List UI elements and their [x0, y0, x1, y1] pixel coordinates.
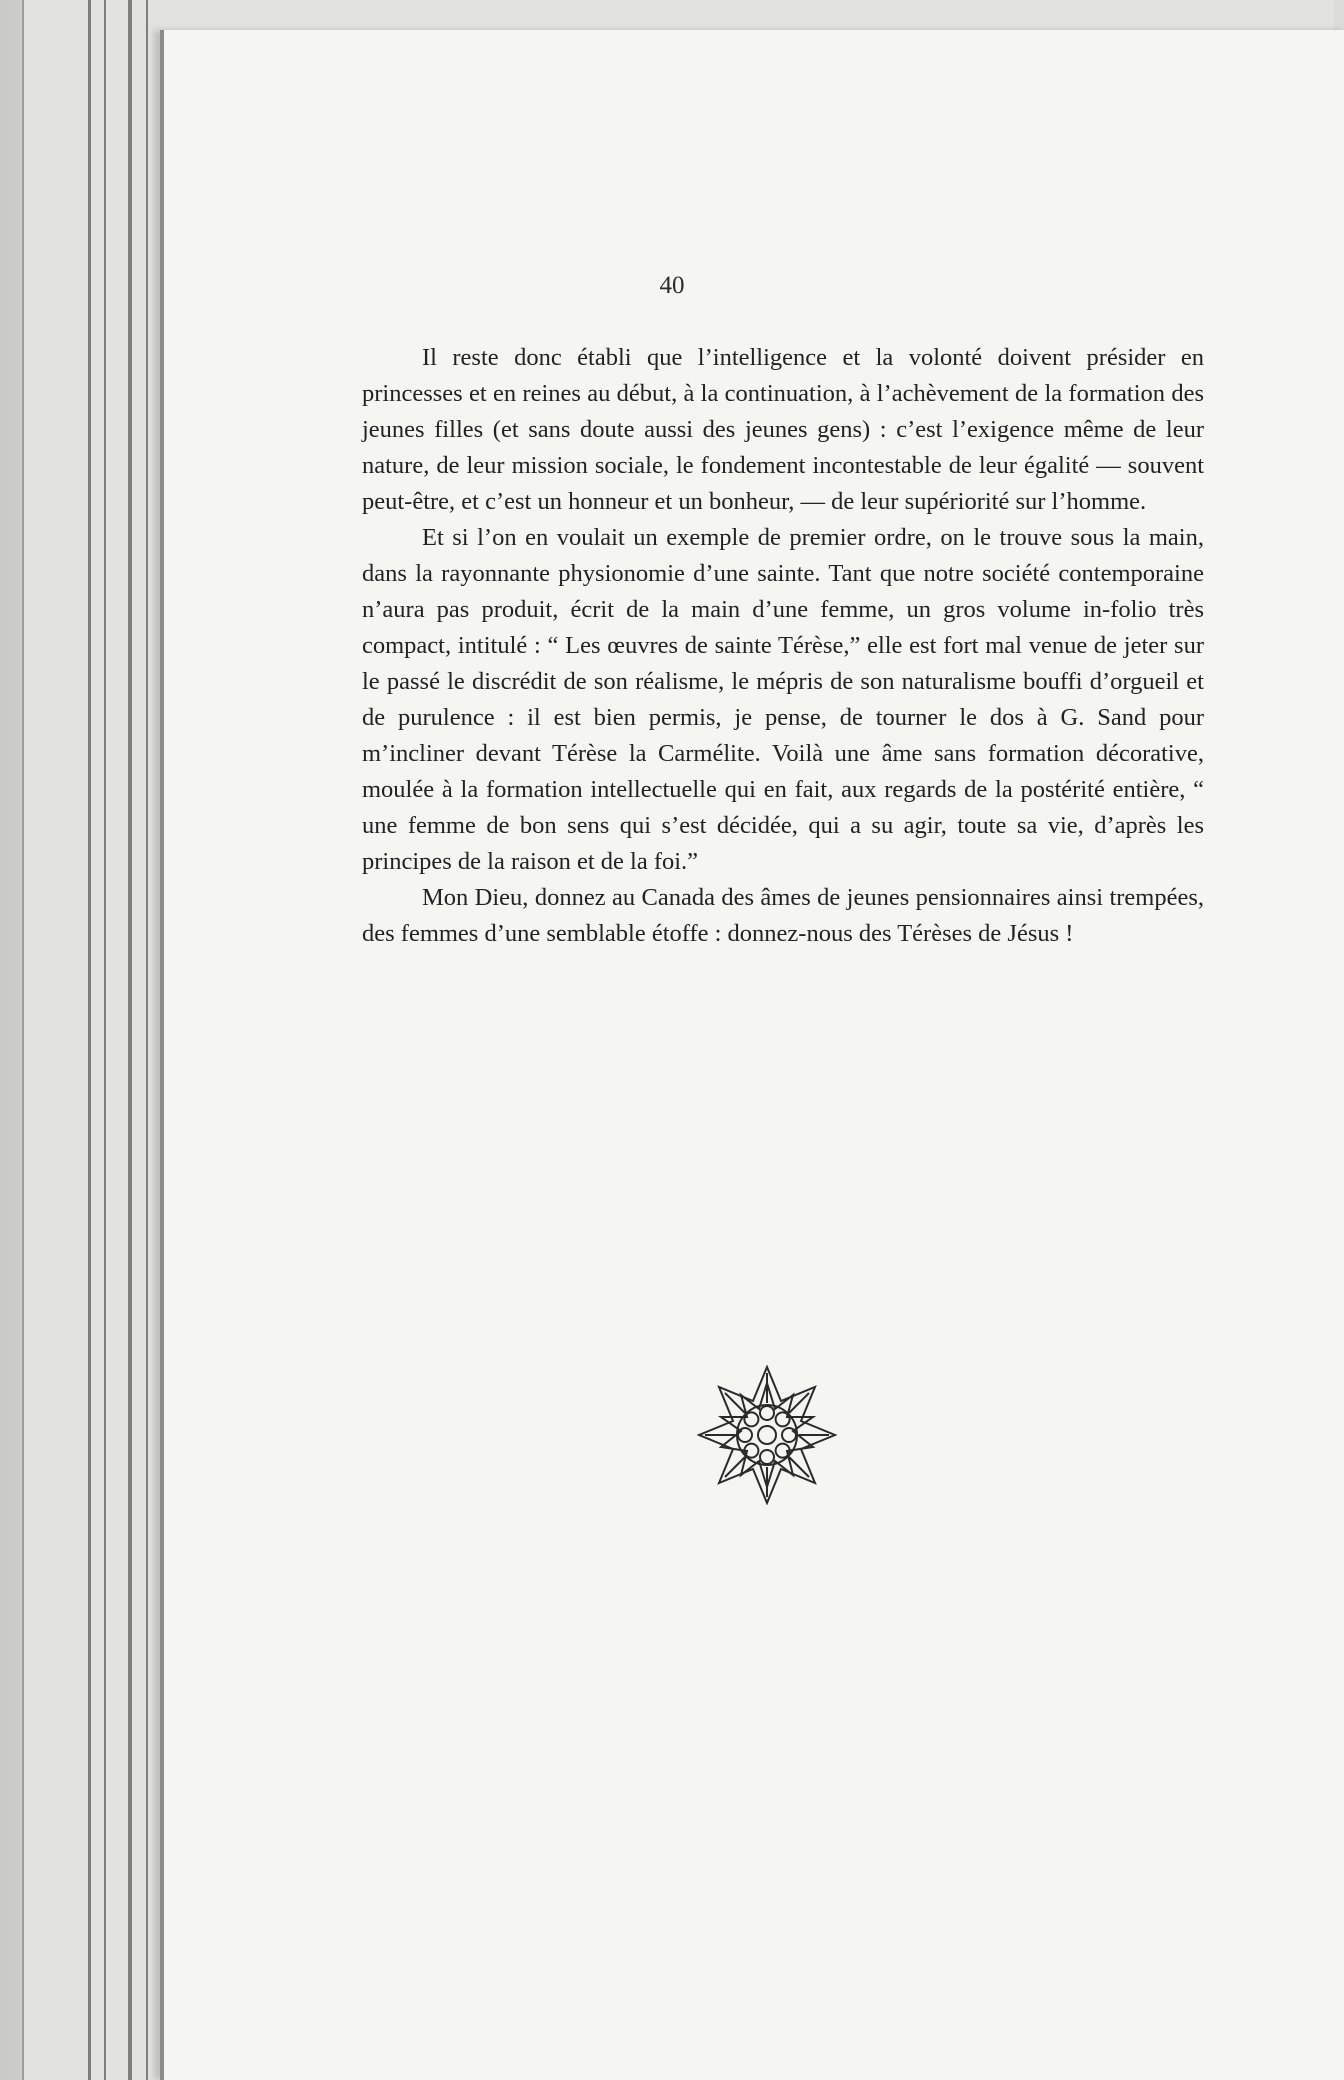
page-edge-line — [104, 0, 106, 2080]
book-page — [160, 30, 1344, 2080]
body-text — [362, 340, 1204, 952]
star-rosette-ornament-icon — [697, 1365, 837, 1505]
paragraph: Mon Dieu, donnez au Canada des âmes de jeunes pensionnaires ainsi trempées, des femmes d’une semblable étoffe : donnez-nous des Térèses de Jésus ! — [362, 884, 1204, 947]
paragraph: Et si l’on en voulait un exemple de premier ordre, on le trouve sous la main, dans la rayonnante physionomie d’une sainte. Tant que notre société contemporaine n’aura pas produit, écrit de la main d’une femme, un gros volume in-folio très compact, intitulé : “ Les œuvres de sainte Térèse,” elle est fort mal venue de jeter sur le passé le discrédit de son réalisme, le mépris de son naturalisme bouffi d’orgueil et de purulence : il est bien permis, je pense, de tourner le dos à G. Sand pour m’incliner devant Térèse la Carmélite. Voilà une âme sans formation décorative, moulée à la formation intellectuelle qui en fait, aux regards de la postérité entière, “ une femme de bon sens qui s’est décidée, qui a su agir, toute sa vie, d’après les principes de la raison et de la foi.” — [362, 524, 1204, 875]
page-edge-line — [88, 0, 91, 2080]
paragraph: Il reste donc établi que l’intelligence et la volonté doivent présider en princesses et en reines au début, à la continuation, à l’achèvement de la formation des jeunes filles (et sans doute aussi des jeunes gens) : c’est l’exigence même de leur nature, de leur mission sociale, le fondement incontestable de leur égalité — souvent peut-être, et c’est un honneur et un bonheur, — de leur supériorité sur l’homme. — [362, 344, 1204, 515]
page-edge-line — [146, 0, 148, 2080]
page-number: 40 — [659, 272, 685, 299]
page-edge-line — [128, 0, 132, 2080]
